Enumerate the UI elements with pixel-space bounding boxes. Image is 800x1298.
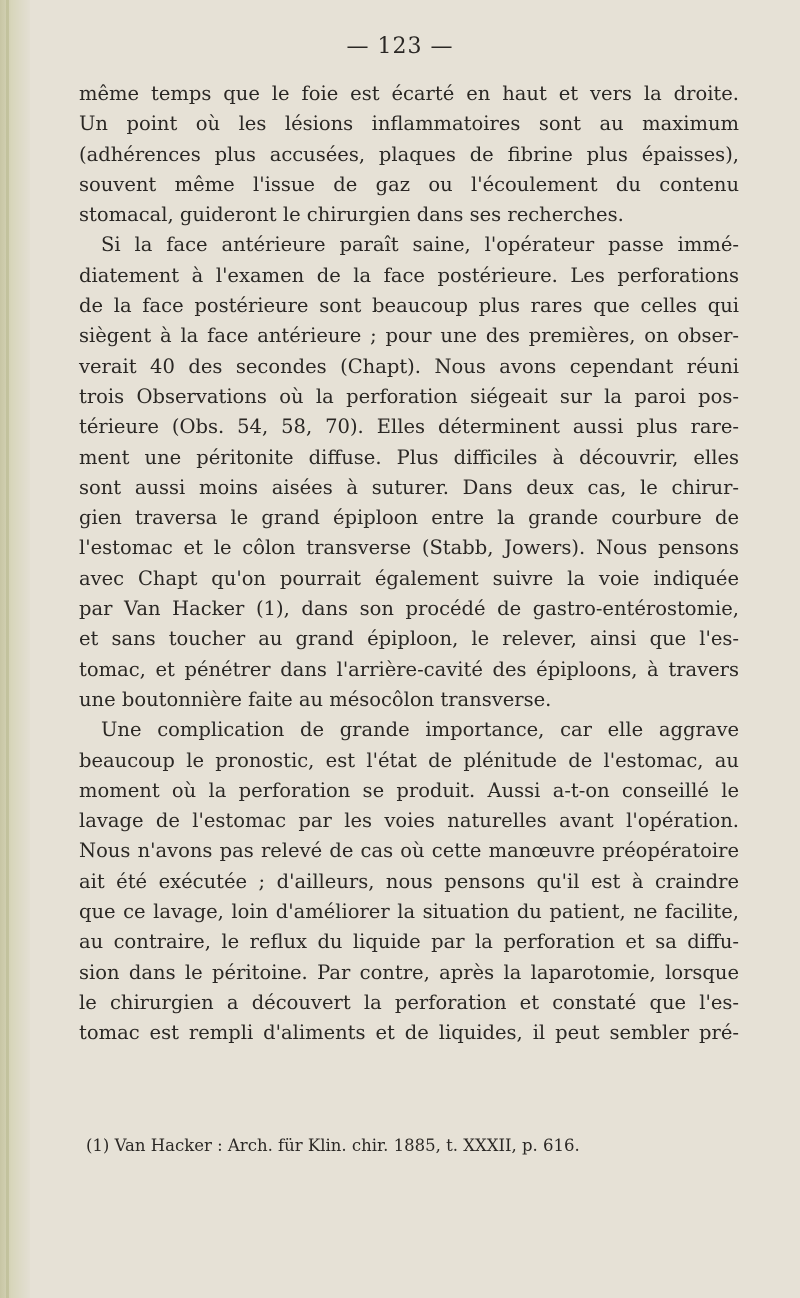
text-line: avec Chapt qu'on pourrait également suivre la voie indiquée (79, 566, 739, 590)
text-line: Un point où les lésions inflammatoires sont au maximum (79, 112, 739, 136)
text-line: Si la face antérieure paraît saine, l'opérateur passe immé- (101, 233, 739, 257)
text-line: tomac est rempli d'aliments et de liquides, il peut sembler pré- (79, 1021, 739, 1045)
text-line: diatement à l'examen de la face postérieure. Les perforations (79, 263, 739, 287)
text-line: (adhérences plus accusées, plaques de fibrine plus épaisses), (79, 142, 739, 166)
text-line: Nous n'avons pas relevé de cas où cette manœuvre préopératoire (79, 839, 739, 863)
text-line: tomac, et pénétrer dans l'arrière-cavité des épiploons, à travers (79, 657, 739, 681)
page-binding-edge (0, 0, 30, 1298)
text-line: ment une péritonite diffuse. Plus difficiles à découvrir, elles (79, 445, 739, 469)
text-line: de la face postérieure sont beaucoup plus rares que celles qui (79, 294, 739, 318)
text-line: gien traversa le grand épiploon entre la grande courbure de (79, 506, 739, 530)
footnote: (1) Van Hacker : Arch. für Klin. chir. 1885, t. XXXII, p. 616. (86, 1136, 580, 1155)
text-line: au contraire, le reflux du liquide par la perforation et sa diffu- (79, 930, 739, 954)
text-line: que ce lavage, loin d'améliorer la situation du patient, ne facilite, (79, 900, 739, 924)
text-line: siègent à la face antérieure ; pour une des premières, on obser- (79, 324, 739, 348)
text-line: beaucoup le pronostic, est l'état de plénitude de l'estomac, au (79, 748, 739, 772)
text-line: ait été exécutée ; d'ailleurs, nous pensons qu'il est à craindre (79, 869, 739, 893)
text-line: par Van Hacker (1), dans son procédé de gastro-entérostomie, (79, 597, 739, 621)
text-line: moment où la perforation se produit. Aussi a-t-on conseillé le (79, 778, 739, 802)
text-line: même temps que le foie est écarté en haut et vers la droite. (79, 82, 739, 105)
text-line: verait 40 des secondes (Chapt). Nous avons cependant réuni (79, 354, 739, 378)
text-line: lavage de l'estomac par les voies naturelles avant l'opération. (79, 809, 739, 833)
text-line: souvent même l'issue de gaz ou l'écoulement du contenu (79, 172, 739, 196)
text-line: une boutonnière faite au mésocôlon transverse. (79, 687, 552, 711)
text-line: sion dans le péritoine. Par contre, après la laparotomie, lorsque (79, 960, 739, 984)
body-text (79, 79, 739, 1049)
text-line: Une complication de grande importance, car elle aggrave (101, 718, 739, 742)
text-line: térieure (Obs. 54, 58, 70). Elles déterminent aussi plus rare- (79, 415, 739, 439)
text-line: trois Observations où la perforation siégeait sur la paroi pos- (79, 384, 739, 408)
text-line: l'estomac et le côlon transverse (Stabb, Jowers). Nous pensons (79, 536, 739, 560)
text-line: stomacal, guideront le chirurgien dans ses recherches. (79, 203, 624, 227)
text-line: et sans toucher au grand épiploon, le relever, ainsi que l'es- (79, 627, 739, 651)
text-line: sont aussi moins aisées à suturer. Dans deux cas, le chirur- (79, 475, 739, 499)
text-line: le chirurgien a découvert la perforation et constaté que l'es- (79, 990, 739, 1014)
page-number-header: — 123 — (346, 34, 454, 59)
